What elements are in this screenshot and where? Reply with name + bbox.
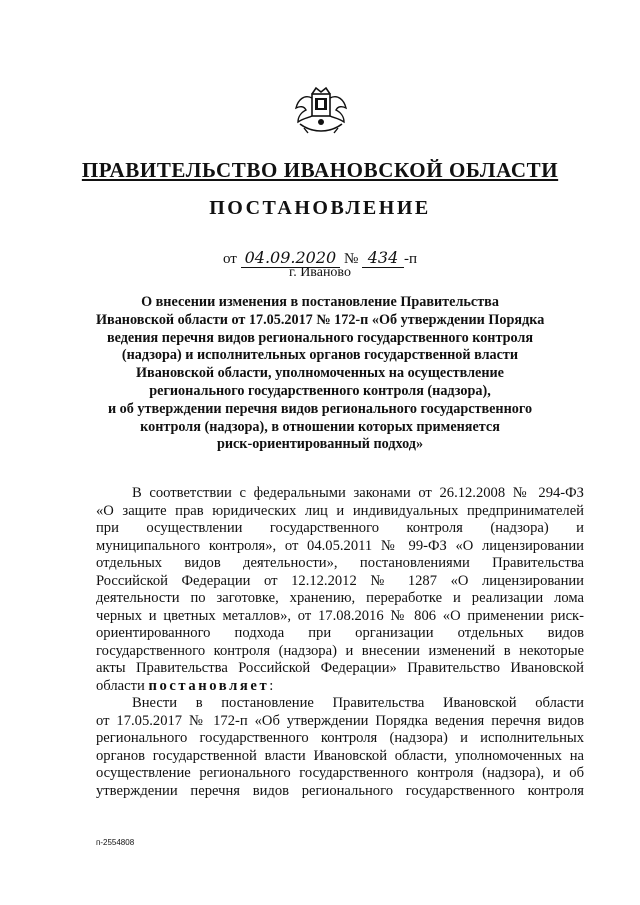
body-line: Внести в постановление Правительства Ивановской области xyxy=(132,695,584,711)
body-line: Российской Федерации от 12.12.2012 № 1287 «О лицензировании xyxy=(96,572,584,589)
body-line: при осуществлении государственного контроля (надзора) и xyxy=(96,520,584,536)
resolve-prefix: области xyxy=(96,677,149,694)
body-line: деятельности по заготовке, хранению, переработке и реализации лома xyxy=(96,590,584,606)
body-line: акты Правительства Российской Федерации» Правительство Ивановской xyxy=(96,660,584,676)
number-suffix: -п xyxy=(404,251,418,267)
decree-subject xyxy=(96,294,544,454)
body-line: муниципального контроля», от 04.05.2011 № 99-ФЗ «О лицензировании xyxy=(96,537,584,554)
body-line: органов государственной власти Ивановской области, уполномоченных на xyxy=(96,747,584,764)
decree-number: 434 xyxy=(362,248,404,268)
body-line: осуществление регионального государственного контроля (надзора), и об xyxy=(96,765,584,781)
decree-date: 04.09.2020 xyxy=(241,248,341,268)
subject-line: регионального государственного контроля (надзора), xyxy=(149,382,491,399)
subject-line: Ивановской области от 17.05.2017 № 172-п «Об утверждении Порядка xyxy=(96,311,545,328)
number-prefix: № xyxy=(343,251,359,267)
body-line: государственного контроля (надзора) и внесении изменений в некоторые xyxy=(96,642,584,659)
body-line: утверждении перечня видов регионального государственного контроля xyxy=(96,782,584,799)
body-line: черных и цветных металлов», от 17.08.2016 № 806 «О применении риск- xyxy=(96,607,584,624)
subject-line: (надзора) и исполнительных органов государственной власти xyxy=(121,347,519,364)
body-line: регионального государственного контроля (надзора) и исполнительных xyxy=(96,730,584,746)
decree-body xyxy=(96,485,584,800)
resolve-word: постановляет xyxy=(148,677,270,694)
resolve-line xyxy=(96,678,584,696)
subject-line: ведения перечня видов регионального государственного контроля xyxy=(106,329,534,346)
subject-line: контроля (надзора), в отношении которых применяется xyxy=(140,418,500,435)
subject-line: О внесении изменения в постановление Правительства xyxy=(141,294,499,310)
resolve-suffix: : xyxy=(269,677,274,694)
body-line: В соответствии с федеральными законами от 26.12.2008 № 294-ФЗ xyxy=(132,485,584,501)
body-line: ориентированного подхода при организации отдельных видов xyxy=(96,625,584,641)
city-name: г. Иваново xyxy=(289,265,351,280)
coat-of-arms-emblem xyxy=(292,84,350,136)
body-line: от 17.05.2017 № 172-п «Об утверждении Порядка ведения перечня видов xyxy=(96,712,584,729)
date-prefix: от xyxy=(222,251,237,267)
subject-line: и об утверждении перечня видов регионального государственного xyxy=(107,400,533,417)
subject-line: риск-ориентированный подход» xyxy=(216,436,424,453)
document-type-title: ПОСТАНОВЛЕНИЕ xyxy=(209,197,431,219)
body-line: «О защите прав юридических лиц и индивидуальных предпринимателей xyxy=(96,502,584,519)
document-code: п-2554808 xyxy=(96,838,135,847)
subject-line: Ивановской области, уполномоченных на осуществление xyxy=(136,365,504,382)
body-line: отдельных видов деятельности», постановлениями Правительства xyxy=(96,555,584,571)
government-title: ПРАВИТЕЛЬСТВО ИВАНОВСКОЙ ОБЛАСТИ xyxy=(81,158,559,182)
